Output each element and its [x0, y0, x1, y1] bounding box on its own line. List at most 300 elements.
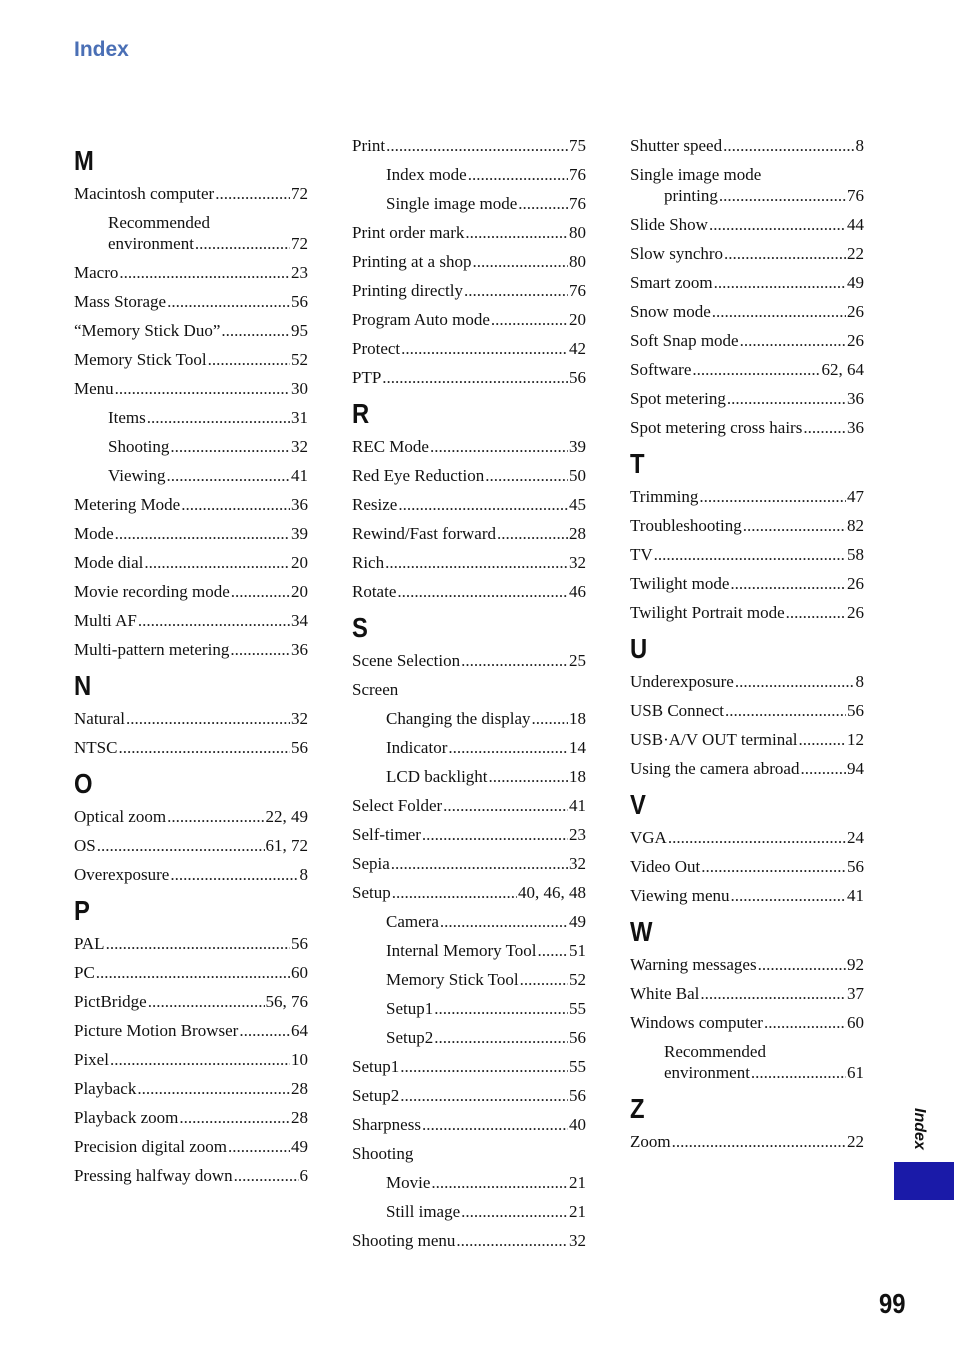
leader-dots: [422, 824, 568, 845]
entry-term: PTP: [352, 368, 382, 387]
entry-page: 61, 72: [265, 836, 308, 855]
entry-page: 36: [847, 418, 864, 437]
entry-term: Troubleshooting: [630, 516, 742, 535]
index-entry: [630, 885, 864, 906]
entry-term: Macintosh computer: [74, 184, 215, 203]
entry-page: 36: [291, 495, 308, 514]
entry-term: NTSC: [74, 738, 118, 757]
leader-dots: [181, 494, 290, 515]
index-subentry: [352, 911, 586, 932]
leader-dots: [422, 1114, 568, 1135]
index-entry: [74, 991, 308, 1012]
entry-term: Protect: [352, 339, 401, 358]
index-entry: [74, 806, 308, 827]
entry-page: 23: [569, 825, 586, 844]
leader-dots: [461, 650, 568, 671]
entry-page: 26: [847, 302, 864, 321]
entry-page: 56: [291, 292, 308, 311]
leader-dots: [401, 338, 568, 359]
entry-page: 45: [569, 495, 586, 514]
entry-page: 18: [569, 709, 586, 728]
entry-term: Slow synchro: [630, 244, 724, 263]
index-subentry: [74, 465, 308, 486]
entry-page: 62, 64: [821, 360, 864, 379]
entry-term: Changing the display: [386, 709, 531, 728]
leader-dots: [221, 320, 290, 341]
entry-term: Red Eye Reduction: [352, 466, 485, 485]
index-entry: [630, 272, 864, 293]
leader-dots: [195, 233, 290, 254]
entry-term-continued: environment: [108, 234, 194, 253]
entry-term: Rich: [352, 553, 385, 572]
entry-page: 95: [291, 321, 308, 340]
entry-page: 20: [569, 310, 586, 329]
entry-page: 39: [569, 437, 586, 456]
page-header: Index: [74, 38, 129, 61]
entry-page: 60: [291, 963, 308, 982]
entry-page: 46: [569, 582, 586, 601]
index-entry: [74, 291, 308, 312]
entry-term: Camera: [386, 912, 439, 931]
index-entry: [630, 954, 864, 975]
entry-page: 80: [569, 223, 586, 242]
leader-dots: [391, 853, 568, 874]
entry-term: Viewing menu: [630, 886, 730, 905]
entry-page: 47: [847, 487, 864, 506]
entry-page: 24: [847, 828, 864, 847]
entry-term: Picture Motion Browser: [74, 1021, 239, 1040]
leader-dots: [730, 573, 846, 594]
leader-dots: [148, 991, 265, 1012]
entry-page: 28: [291, 1108, 308, 1127]
entry-term-continued: printing: [664, 186, 718, 205]
index-entry: [74, 864, 308, 885]
entry-term: Pixel: [74, 1050, 109, 1069]
leader-dots: [464, 280, 568, 301]
entry-page: 8: [855, 136, 864, 155]
leader-dots: [701, 856, 846, 877]
leader-dots: [727, 388, 846, 409]
entry-term: Print order mark: [352, 223, 465, 242]
entry-term: Indicator: [386, 738, 448, 757]
entry-term: Movie recording mode: [74, 582, 230, 601]
entry-page: 22, 49: [265, 807, 308, 826]
leader-dots: [798, 729, 846, 750]
leader-dots: [668, 827, 846, 848]
leader-dots: [725, 700, 846, 721]
index-entry: [352, 436, 586, 457]
index-entry: [74, 1165, 308, 1186]
index-subentry: [74, 407, 308, 428]
leader-dots: [170, 436, 290, 457]
leader-dots: [147, 407, 290, 428]
entry-page: 12: [847, 730, 864, 749]
entry-page: 32: [291, 437, 308, 456]
leader-dots: [461, 1201, 568, 1222]
leader-dots: [96, 962, 290, 983]
entry-page: 32: [291, 709, 308, 728]
entry-page: 41: [569, 796, 586, 815]
entry-term: Soft Snap mode: [630, 331, 739, 350]
leader-dots: [398, 494, 568, 515]
entry-term: Recommended: [108, 213, 210, 232]
leader-dots: [699, 486, 846, 507]
leader-dots: [239, 1020, 290, 1041]
index-entry: [630, 301, 864, 322]
index-entry: [352, 280, 586, 301]
entry-page: 41: [847, 886, 864, 905]
entry-term: Pressing halfway down: [74, 1166, 233, 1185]
index-entry: [352, 309, 586, 330]
leader-dots: [700, 983, 846, 1004]
entry-page: 56: [291, 934, 308, 953]
leader-dots: [230, 639, 290, 660]
entry-page: 76: [569, 194, 586, 213]
entry-page: 92: [847, 955, 864, 974]
index-entry: [630, 486, 864, 507]
index-entry: [74, 610, 308, 631]
leader-dots: [431, 1172, 568, 1193]
entry-term: Twilight mode: [630, 574, 730, 593]
index-subentry: [352, 940, 586, 961]
entry-page: 49: [569, 912, 586, 931]
entry-term: Mode dial: [74, 553, 144, 572]
entry-term: Sharpness: [352, 1115, 421, 1134]
index-entry: [74, 349, 308, 370]
entry-term: Scene Selection: [352, 651, 461, 670]
leader-dots: [167, 465, 290, 486]
leader-dots: [430, 436, 568, 457]
entry-page: 26: [847, 574, 864, 593]
leader-dots: [719, 185, 846, 206]
index-entry: [352, 853, 586, 874]
index-subentry: [352, 164, 586, 185]
leader-dots: [443, 795, 568, 816]
leader-dots: [489, 766, 568, 787]
leader-dots: [386, 135, 568, 156]
index-entry: [630, 1131, 864, 1152]
entry-page: 14: [569, 738, 586, 757]
entry-page: 37: [847, 984, 864, 1003]
entry-page: 22: [847, 1132, 864, 1151]
entry-page: 26: [847, 603, 864, 622]
index-subentry: [352, 193, 586, 214]
entry-term: Index mode: [386, 165, 467, 184]
index-entry: [630, 135, 864, 156]
entry-page: 36: [847, 389, 864, 408]
entry-term: Printing directly: [352, 281, 463, 300]
entry-page: 20: [291, 582, 308, 601]
leader-dots: [115, 378, 290, 399]
entry-page: 30: [291, 379, 308, 398]
index-entry: [352, 465, 586, 486]
leader-dots: [231, 581, 290, 602]
entry-page: 55: [569, 999, 586, 1018]
entry-term: Zoom: [630, 1132, 671, 1151]
leader-dots: [97, 835, 265, 856]
section-letter: R: [352, 398, 370, 429]
index-entry: [74, 581, 308, 602]
index-entry: [630, 544, 864, 565]
index-entry: [352, 251, 586, 272]
leader-dots: [228, 1136, 290, 1157]
index-entry: [630, 700, 864, 721]
leader-dots: [106, 933, 290, 954]
index-entry: [74, 1136, 308, 1157]
entry-term: Setup2: [352, 1086, 400, 1105]
leader-dots: [485, 465, 568, 486]
entry-term: Playback: [74, 1079, 137, 1098]
index-subentry: [352, 969, 586, 990]
entry-term: Rotate: [352, 582, 397, 601]
entry-page: 56: [569, 1086, 586, 1105]
leader-dots: [434, 1027, 568, 1048]
entry-page: 40: [569, 1115, 586, 1134]
entry-term: Select Folder: [352, 796, 443, 815]
leader-dots: [110, 1049, 290, 1070]
entry-page: 76: [847, 186, 864, 205]
entry-term: Recommended: [664, 1042, 766, 1061]
index-entry: [352, 1114, 586, 1135]
entry-page: 82: [847, 516, 864, 535]
leader-dots: [803, 417, 846, 438]
entry-page: 20: [291, 553, 308, 572]
entry-page: 32: [569, 854, 586, 873]
entry-page: 75: [569, 136, 586, 155]
entry-term: Single image mode: [630, 165, 762, 184]
entry-term: Mass Storage: [74, 292, 167, 311]
leader-dots: [800, 758, 846, 779]
entry-term: Single image mode: [386, 194, 518, 213]
leader-dots: [118, 737, 290, 758]
index-entry: [352, 135, 586, 156]
index-entry: [630, 388, 864, 409]
entry-page: 49: [847, 273, 864, 292]
entry-page: 80: [569, 252, 586, 271]
index-entry: [74, 639, 308, 660]
entry-term: Natural: [74, 709, 125, 728]
leader-dots: [709, 214, 846, 235]
entry-term: Memory Stick Tool: [74, 350, 207, 369]
entry-term: Multi AF: [74, 611, 137, 630]
entry-page: 64: [291, 1021, 308, 1040]
index-entry: [630, 214, 864, 235]
entry-page: 49: [291, 1137, 308, 1156]
leader-dots: [751, 1062, 846, 1083]
leader-dots: [170, 864, 298, 885]
entry-term: Printing at a shop: [352, 252, 472, 271]
entry-page: 31: [291, 408, 308, 427]
entry-term: Print: [352, 136, 386, 155]
entry-term: Underexposure: [630, 672, 734, 691]
leader-dots: [392, 882, 517, 903]
entry-term: TV: [630, 545, 653, 564]
index-subentry: [352, 998, 586, 1019]
entry-term: REC Mode: [352, 437, 429, 456]
entry-term: Rewind/Fast forward: [352, 524, 497, 543]
index-entry: [352, 1085, 586, 1106]
entry-term: Self-timer: [352, 825, 421, 844]
entry-term: Spot metering: [630, 389, 726, 408]
leader-dots: [456, 1230, 568, 1251]
entry-page: 32: [569, 553, 586, 572]
entry-page: 56, 76: [265, 992, 308, 1011]
entry-page: 18: [569, 767, 586, 786]
entry-term: Playback zoom: [74, 1108, 179, 1127]
entry-term: VGA: [630, 828, 667, 847]
entry-term: Sepia: [352, 854, 390, 873]
leader-dots: [491, 309, 568, 330]
index-column-2: [352, 135, 586, 1259]
index-entry: [630, 602, 864, 623]
index-entry: [74, 378, 308, 399]
leader-dots: [397, 581, 568, 602]
entry-page: 41: [291, 466, 308, 485]
index-subentry: [352, 1172, 586, 1193]
leader-dots: [115, 523, 290, 544]
entry-page: 6: [299, 1166, 308, 1185]
leader-dots: [731, 885, 846, 906]
index-entry: [630, 330, 864, 351]
entry-page: 28: [569, 524, 586, 543]
leader-dots: [234, 1165, 299, 1186]
section-letter: W: [630, 916, 653, 947]
entry-term: Still image: [386, 1202, 461, 1221]
entry-page: 72: [291, 234, 308, 253]
entry-page: 60: [847, 1013, 864, 1032]
entry-page: 52: [569, 970, 586, 989]
index-entry: [630, 417, 864, 438]
entry-page: 55: [569, 1057, 586, 1076]
leader-dots: [520, 969, 568, 990]
index-subentry: [352, 708, 586, 729]
leader-dots: [400, 1056, 568, 1077]
entry-term: Using the camera abroad: [630, 759, 800, 778]
index-entry: [630, 671, 864, 692]
index-entry: [630, 573, 864, 594]
entry-term: Precision digital zoom: [74, 1137, 227, 1156]
entry-term: PictBridge: [74, 992, 147, 1011]
section-letter: Z: [630, 1093, 645, 1124]
index-entry: [630, 827, 864, 848]
index-entry: [352, 1230, 586, 1251]
section-letter: O: [74, 768, 93, 799]
index-entry: [630, 1012, 864, 1033]
leader-dots: [497, 523, 568, 544]
side-tab-marker[interactable]: [894, 1162, 954, 1200]
index-entry: [352, 1056, 586, 1077]
leader-dots: [434, 998, 568, 1019]
leader-dots: [472, 251, 568, 272]
index-entry: [630, 758, 864, 779]
index-entry: [74, 1107, 308, 1128]
index-entry: [352, 523, 586, 544]
entry-page: 39: [291, 524, 308, 543]
leader-dots: [468, 164, 568, 185]
entry-term: Setup1: [352, 1057, 400, 1076]
entry-page: 56: [291, 738, 308, 757]
leader-dots: [126, 708, 290, 729]
entry-term: Shooting menu: [352, 1231, 456, 1250]
entry-term: Multi-pattern metering: [74, 640, 230, 659]
entry-page: 72: [291, 184, 308, 203]
leader-dots: [138, 610, 290, 631]
entry-page: 21: [569, 1173, 586, 1192]
leader-dots: [167, 806, 264, 827]
leader-dots: [692, 359, 820, 380]
section-letter: M: [74, 145, 94, 176]
entry-term: Shooting: [352, 1144, 414, 1163]
entry-page: 22: [847, 244, 864, 263]
index-entry: [74, 962, 308, 983]
leader-dots: [167, 291, 290, 312]
leader-dots: [144, 552, 290, 573]
entry-term: Viewing: [108, 466, 166, 485]
index-entry: [352, 679, 586, 700]
leader-dots: [518, 193, 568, 214]
index-entry: [352, 882, 586, 903]
leader-dots: [654, 544, 846, 565]
index-subentry: [352, 737, 586, 758]
entry-page: 76: [569, 281, 586, 300]
entry-term: LCD backlight: [386, 767, 488, 786]
entry-term: Trimming: [630, 487, 699, 506]
index-entry: [352, 494, 586, 515]
leader-dots: [538, 940, 568, 961]
index-entry: [630, 164, 864, 206]
leader-dots: [440, 911, 568, 932]
section-letter: T: [630, 448, 645, 479]
leader-dots: [137, 1078, 290, 1099]
section-letter: V: [630, 789, 646, 820]
leader-dots: [465, 222, 568, 243]
index-entry: [352, 581, 586, 602]
entry-term: Internal Memory Tool: [386, 941, 537, 960]
entry-page: 56: [847, 857, 864, 876]
entry-term: Smart zoom: [630, 273, 713, 292]
entry-page: 26: [847, 331, 864, 350]
index-subentry: [352, 1027, 586, 1048]
entry-term: White Bal: [630, 984, 700, 1003]
entry-term: Shutter speed: [630, 136, 723, 155]
index-entry: [74, 552, 308, 573]
entry-page: 56: [569, 368, 586, 387]
index-entry: [352, 367, 586, 388]
entry-term: Snow mode: [630, 302, 711, 321]
leader-dots: [743, 515, 846, 536]
entry-term: “Memory Stick Duo”: [74, 321, 221, 340]
index-entry: [74, 933, 308, 954]
entry-page: 56: [569, 1028, 586, 1047]
leader-dots: [382, 367, 568, 388]
entry-term: Shooting: [108, 437, 170, 456]
index-subentry: [630, 1041, 864, 1083]
index-entry: [74, 523, 308, 544]
index-entry: [352, 824, 586, 845]
index-entry: [74, 1049, 308, 1070]
entry-page: 50: [569, 466, 586, 485]
leader-dots: [448, 737, 568, 758]
index-entry: [352, 222, 586, 243]
entry-page: 10: [291, 1050, 308, 1069]
index-subentry: [352, 766, 586, 787]
page-number: 99: [879, 1288, 906, 1319]
index-entry: [630, 515, 864, 536]
index-entry: [352, 338, 586, 359]
entry-term: Metering Mode: [74, 495, 181, 514]
entry-term-continued: environment: [664, 1063, 750, 1082]
entry-page: 94: [847, 759, 864, 778]
